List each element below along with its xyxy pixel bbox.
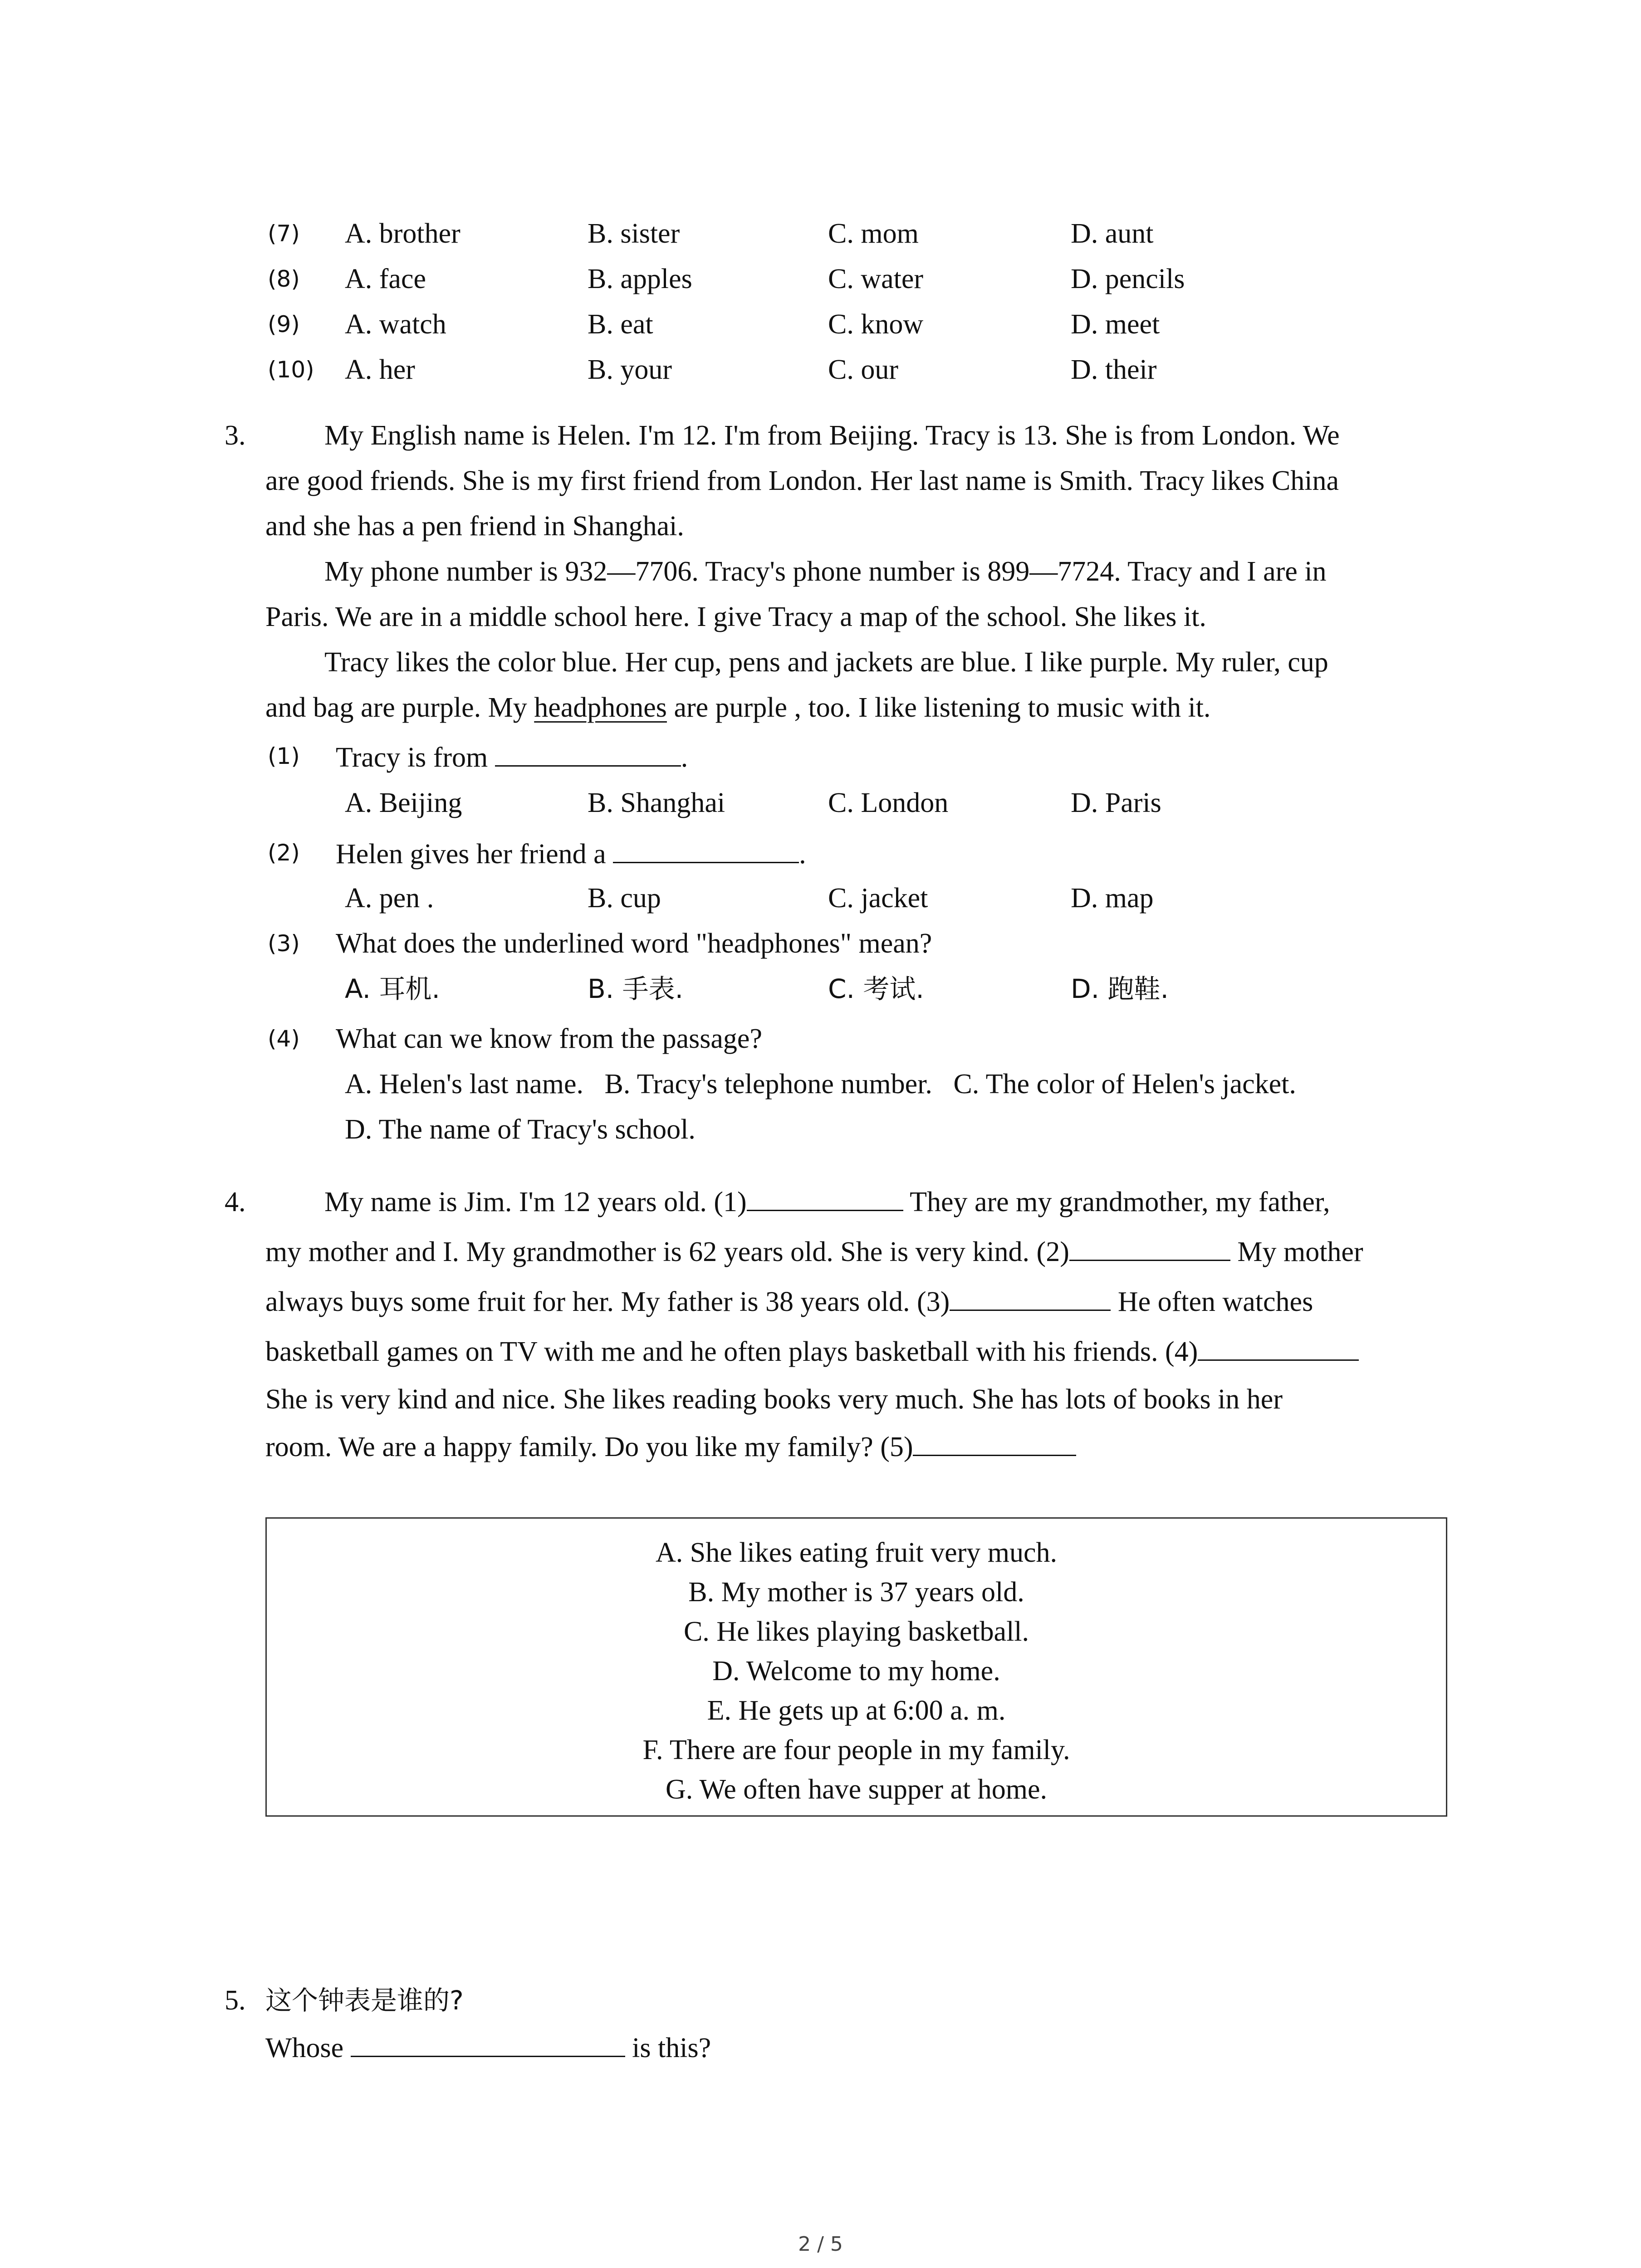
box-option: A. She likes eating fruit very much. (655, 1537, 1057, 1568)
option-d: D. aunt (1071, 218, 1154, 249)
answer-blank[interactable] (1069, 1232, 1230, 1261)
answer-blank[interactable] (950, 1281, 1111, 1311)
option-d: D. meet (1071, 309, 1160, 340)
option-a: A. watch (345, 309, 446, 340)
sub-question-number: (3) (268, 930, 300, 957)
passage-text: basketball games on TV with me and he often plays basketball with his friends. (4) (265, 1336, 1198, 1367)
option-b: B. sister (588, 218, 680, 249)
passage-line (265, 1329, 1359, 1374)
option-b: B. eat (588, 309, 653, 340)
box-option: B. My mother is 37 years old. (688, 1577, 1024, 1608)
passage-text: and bag are purple. My (265, 692, 534, 723)
passage-text: my mother and I. My grandmother is 62 years old. She is very kind. (2) (265, 1237, 1069, 1267)
option-a: A. her (345, 354, 415, 385)
passage-line: are good friends. She is my first friend from London. Her last name is Smith. Tracy likes China (265, 465, 1339, 496)
options-line: A. Helen's last name. B. Tracy's telephone number. C. The color of Helen's jacket. (345, 1069, 1296, 1100)
sentence-end: is this? (632, 2033, 711, 2063)
stem-end: . (799, 839, 806, 870)
option-d: D. pencils (1071, 264, 1185, 294)
options-box (265, 1517, 1447, 1817)
underlined-word: headphones (534, 692, 667, 723)
sub-question-stem (336, 831, 806, 877)
option-b: B. your (588, 354, 672, 385)
passage-text: always buys some fruit for her. My father is 38 years old. (3) (265, 1286, 950, 1317)
passage-line: She is very kind and nice. She likes reading books very much. She has lots of books in her (265, 1384, 1283, 1415)
option-c: C. our (828, 354, 898, 385)
stem-end: . (681, 742, 688, 773)
option-b: B. apples (588, 264, 692, 294)
page-number: 2 / 5 (798, 2233, 843, 2256)
sub-question-stem: What can we know from the passage? (336, 1023, 762, 1054)
passage-text: My name is Jim. I'm 12 years old. (1) (324, 1187, 747, 1217)
answer-blank[interactable] (1198, 1331, 1359, 1361)
box-option: G. We often have supper at home. (666, 1774, 1047, 1805)
answer-blank[interactable] (613, 834, 799, 863)
option-number: (7) (268, 220, 300, 247)
passage-line: Tracy likes the color blue. Her cup, pens and jackets are blue. I like purple. My ruler, cup (324, 647, 1328, 678)
sub-question-number: (4) (268, 1026, 300, 1052)
option-number: (9) (268, 311, 300, 337)
option-c: C. London (828, 787, 949, 818)
question-number: 5. (225, 1985, 246, 2016)
passage-line: My phone number is 932—7706. Tracy's phone number is 899—7724. Tracy and I are in (324, 556, 1327, 587)
translation-line (265, 2025, 711, 2071)
answer-blank[interactable] (913, 1427, 1076, 1456)
option-d: D. map (1071, 883, 1154, 914)
option-c: C. know (828, 309, 924, 340)
passage-line: My English name is Helen. I'm 12. I'm from Beijing. Tracy is 13. She is from London. We (324, 420, 1340, 451)
option-d: D. 跑鞋. (1071, 973, 1169, 1004)
passage-text: He often watches (1111, 1286, 1313, 1317)
option-a: A. pen . (345, 883, 434, 914)
sub-question-stem (336, 735, 688, 780)
passage-text: My mother (1230, 1237, 1363, 1267)
box-option: E. He gets up at 6:00 a. m. (707, 1695, 1006, 1726)
box-option: F. There are four people in my family. (642, 1735, 1070, 1765)
option-d: D. Paris (1071, 787, 1161, 818)
passage-line: Paris. We are in a middle school here. I give Tracy a map of the school. She likes it. (265, 601, 1206, 632)
options-line: D. The name of Tracy's school. (345, 1114, 696, 1145)
option-b: B. 手表. (588, 973, 684, 1004)
option-a: A. 耳机. (345, 973, 440, 1004)
passage-line (265, 1279, 1313, 1325)
option-a: A. Beijing (345, 787, 462, 818)
sub-question-number: (2) (268, 840, 300, 866)
option-b: B. cup (588, 883, 661, 914)
sentence-start: Whose (265, 2033, 344, 2063)
option-c: C. 考试. (828, 973, 924, 1004)
option-a: A. brother (345, 218, 460, 249)
passage-line: and she has a pen friend in Shanghai. (265, 511, 684, 542)
chinese-prompt: 这个钟表是谁的? (265, 1985, 464, 2016)
box-option: C. He likes playing basketball. (683, 1616, 1029, 1647)
option-b: B. Shanghai (588, 787, 725, 818)
stem-text: Tracy is from (336, 742, 488, 773)
passage-line (265, 1424, 1076, 1470)
sub-question-number: (1) (268, 743, 300, 769)
passage-text: room. We are a happy family. Do you like my family? (5) (265, 1432, 913, 1462)
option-a: A. face (345, 264, 426, 294)
passage-text: are purple , too. I like listening to music with it. (666, 692, 1211, 723)
box-option: D. Welcome to my home. (712, 1656, 1000, 1686)
answer-blank[interactable] (351, 2028, 625, 2057)
option-c: C. water (828, 264, 924, 294)
passage-line (324, 1179, 1330, 1225)
question-number: 3. (225, 420, 246, 451)
question-number: 4. (225, 1187, 246, 1217)
sub-question-stem: What does the underlined word "headphones" mean? (336, 928, 932, 959)
answer-blank[interactable] (495, 737, 681, 767)
option-c: C. jacket (828, 883, 928, 914)
answer-blank[interactable] (747, 1182, 903, 1211)
stem-text: Helen gives her friend a (336, 839, 606, 870)
option-number: (8) (268, 266, 300, 292)
option-number: (10) (268, 357, 314, 383)
option-d: D. their (1071, 354, 1157, 385)
option-c: C. mom (828, 218, 919, 249)
passage-text: They are my grandmother, my father, (903, 1187, 1330, 1217)
passage-line (265, 685, 1210, 730)
passage-line (265, 1229, 1363, 1275)
